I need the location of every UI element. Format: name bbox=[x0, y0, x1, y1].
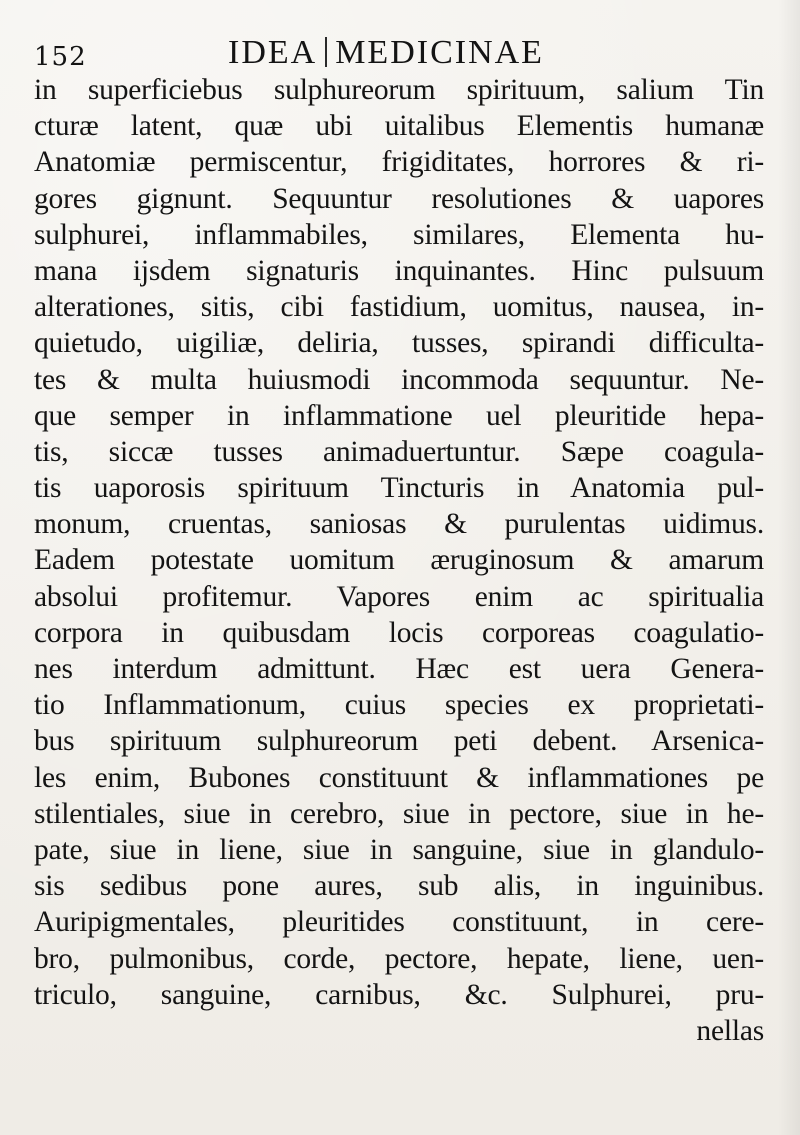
page-edge-shadow bbox=[778, 0, 800, 1135]
text-line: nes interdum admittunt. Hæc est uera Genera- bbox=[34, 653, 764, 685]
text-line: tis, siccæ tusses animaduertuntur. Sæpe coagula- bbox=[34, 435, 764, 468]
text-line: corpora in quibusdam locis corporeas coagulatio- bbox=[34, 616, 764, 649]
text-line: bro, pulmonibus, corde, pectore, hepate, liene, uen- bbox=[34, 942, 764, 975]
body-text bbox=[34, 72, 764, 1049]
text-line: alterationes, sitis, cibi fastidium, uomitus, nausea, in- bbox=[34, 291, 764, 324]
text-line: in superficiebus sulphureorum spirituum, salium Tin bbox=[34, 74, 764, 106]
page-header bbox=[28, 24, 773, 74]
text-line: absolui profitemur. Vapores enim ac spiritualia bbox=[34, 580, 764, 613]
text-line: cturæ latent, quæ ubi uitalibus Elementis humanæ bbox=[34, 110, 764, 143]
text-line: Anatomiæ permiscentur, frigiditates, horrores & ri- bbox=[34, 146, 764, 179]
running-head-part1: IDEA bbox=[228, 34, 318, 71]
text-line: gores gignunt. Sequuntur resolutiones & uapores bbox=[34, 182, 764, 215]
text-line: triculo, sanguine, carnibus, &c. Sulphurei, pru- bbox=[34, 978, 764, 1011]
text-line: Eadem potestate uomitum æruginosum & amarum bbox=[34, 544, 764, 577]
text-line: quietudo, uigiliæ, deliria, tusses, spirandi difficulta- bbox=[34, 327, 764, 360]
text-line: pate, siue in liene, siue in sanguine, siue in glandulo- bbox=[34, 833, 764, 866]
text-line: tis uaporosis spirituum Tincturis in Anatomia pul- bbox=[34, 472, 764, 505]
running-head-separator bbox=[325, 37, 327, 67]
text-line: stilentiales, siue in cerebro, siue in pectore, siue in he- bbox=[34, 797, 764, 830]
text-line: Auripigmentales, pleuritides constituunt, in cere- bbox=[34, 906, 764, 939]
text-line: sulphurei, inflammabiles, similares, Elementa hu- bbox=[34, 218, 764, 251]
text-line-last: nellas bbox=[696, 1014, 764, 1047]
text-line: sis sedibus pone aures, sub alis, in inguinibus. bbox=[34, 870, 764, 903]
running-head bbox=[228, 34, 544, 72]
text-line: tes & multa huiusmodi incommoda sequuntur. Ne- bbox=[34, 363, 764, 396]
text-line: que semper in inflammatione uel pleuritide hepa- bbox=[34, 399, 764, 432]
text-line: bus spirituum sulphureorum peti debent. Arsenica- bbox=[34, 725, 764, 758]
text-line: les enim, Bubones constituunt & inflammationes pe bbox=[34, 761, 764, 794]
text-line: tio Inflammationum, cuius species ex proprietati- bbox=[34, 689, 764, 722]
text-line: monum, cruentas, saniosas & purulentas uidimus. bbox=[34, 508, 764, 541]
page-number: 152 bbox=[34, 42, 87, 72]
running-head-part2: MEDICINAE bbox=[335, 34, 544, 71]
text-line: mana ijsdem signaturis inquinantes. Hinc pulsuum bbox=[34, 254, 764, 287]
